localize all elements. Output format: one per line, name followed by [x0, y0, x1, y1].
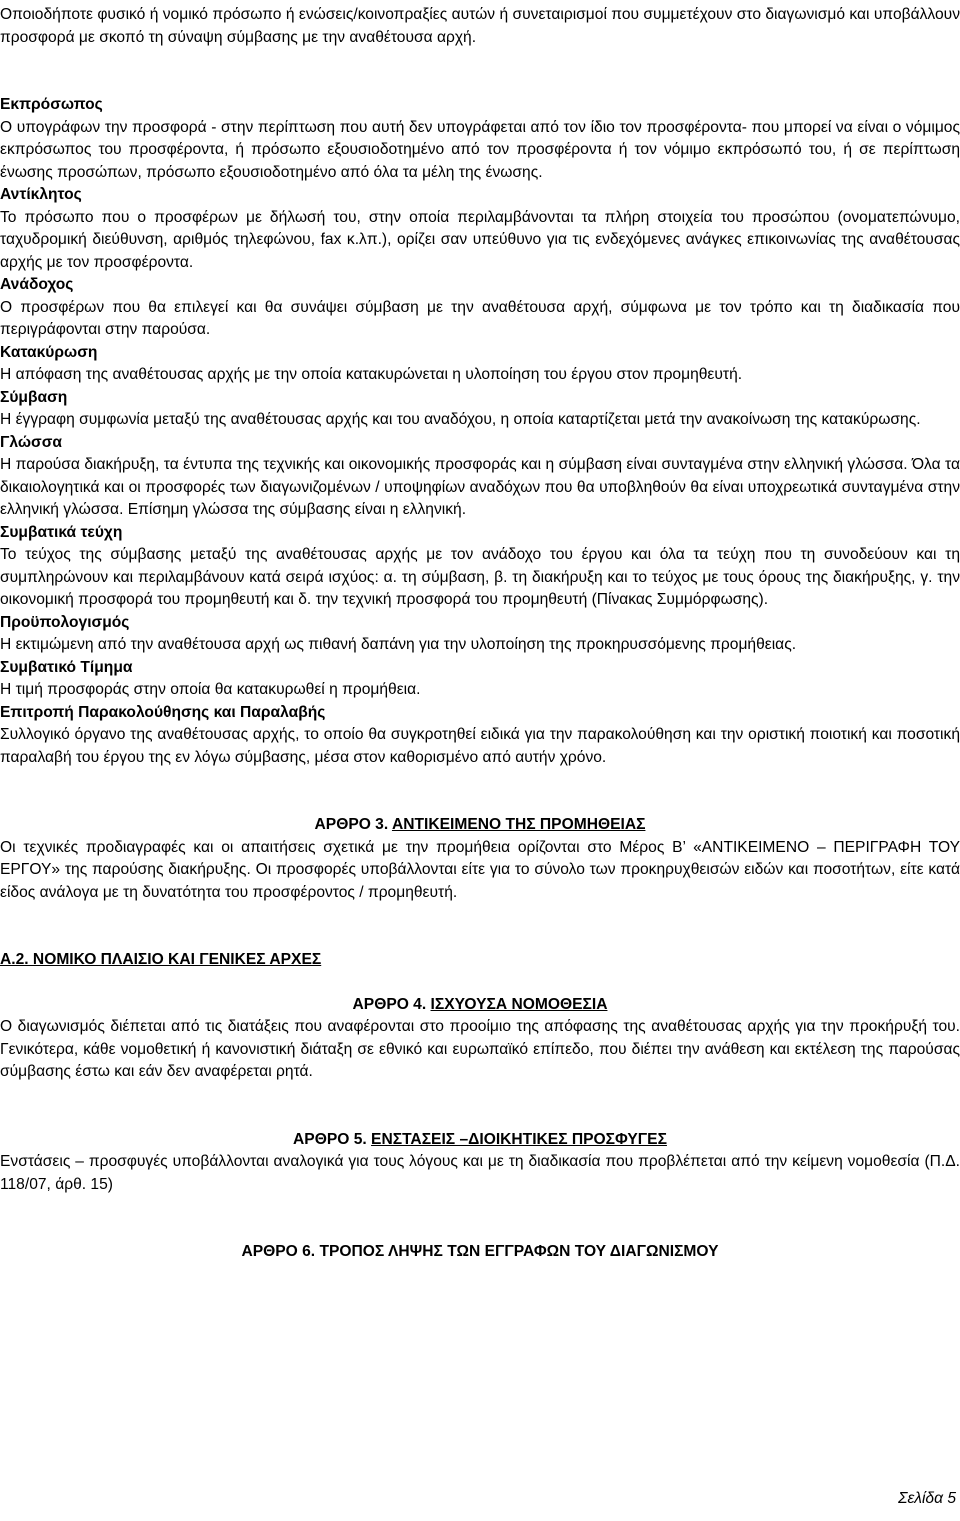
page-number: Σελίδα 5 [898, 1490, 956, 1507]
definition-text: Ο προσφέρων που θα επιλεγεί και θα συνάψει σύμβαση με την αναθέτουσα αρχή, σύμφωνα με τον τρόπο και τη διαδικασία που περιγράφονται στην παρούσα. [0, 298, 960, 338]
definition-list [0, 94, 960, 769]
definition-term: Εκπρόσωπος [0, 96, 103, 113]
definition-text: Το πρόσωπο που ο προσφέρων με δήλωσή του, στην οποία περιλαμβάνονται τα πλήρη στοιχεία του προσώπου (ονοματεπώνυμο, ταχυδρομική διεύθυνση, αριθμός τηλεφώνου, fax κ.λπ.), ορίζει σαν υπεύθυνο για τις ενδεχόμενες ανάγκες επικοινωνίας της αναθέτουσας αρχής με τον προσφέροντα. [0, 208, 960, 271]
definition-term: Συμβατικά τεύχη [0, 523, 123, 541]
article-5-text: Ενστάσεις – προσφυγές υποβάλλονται αναλογικά για τους λόγους και με τη διαδικασία που προβλέπεται από την κείμενη νομοθεσία (Π.Δ. 118/07, άρθ. 15) [0, 1153, 960, 1193]
article-4-heading: ΑΡΘΡΟ 4. ΙΣΧΥΟΥΣΑ ΝΟΜΟΘΕΣΙΑ [352, 995, 608, 1013]
article-5-heading: ΑΡΘΡΟ 5. ΕΝΣΤΑΣΕΙΣ –ΔΙΟΙΚΗΤΙΚΕΣ ΠΡΟΣΦΥΓΕΣ [293, 1130, 667, 1148]
article-3-heading: ΑΡΘΡΟ 3. ΑΝΤΙΚΕΙΜΕΝΟ ΤΗΣ ΠΡΟΜΗΘΕΙΑΣ [314, 816, 646, 833]
definition-term: Ανάδοχος [0, 276, 74, 293]
definition-text: Η έγγραφη συμφωνία μεταξύ της αναθέτουσας αρχής και του αναδόχου, η οποία καταρτίζεται μετά την ανακοίνωση της κατακύρωσης. [0, 411, 921, 428]
definition-text: Η εκτιμώμενη από την αναθέτουσα αρχή ως πιθανή δαπάνη για την υλοποίηση της προκηρυσσόμενης προμήθειας. [0, 636, 797, 653]
definition-term: Επιτροπή Παρακολούθησης και Παραλαβής [0, 703, 326, 721]
definition-text: Ο υπογράφων την προσφορά - στην περίπτωση που αυτή δεν υπογράφεται από τον ίδιο τον προσφέροντα- που μπορεί να είναι ο νόμιμος εκπρόσωπος του προσφέροντα, ή πρόσωπο εξουσιοδοτημένο από τον προσφέροντα ή τον νόμιμο εκπρόσωπό του, ή σε περίπτωση ένωσης προσώπων, πρόσωπο εξουσιοδοτημένο από όλα τα μέλη της ένωσης. [0, 118, 960, 181]
definition-term: Σύμβαση [0, 388, 68, 406]
article-3-text: Οι τεχνικές προδιαγραφές και οι απαιτήσεις σχετικά με την προμήθεια ορίζονται στο Μέρος Β’ «ΑΝΤΙΚΕΙΜΕΝΟ – ΠΕΡΙΓΡΑΦΗ ΤΟΥ ΕΡΓΟΥ» της παρούσης διακήρυξης. Οι προσφορές υποβάλλονται είτε για το σύνολο των προκηρυχθεισών ειδών και ποσοτήτων, είτε κατά είδος ανάλογα με τη δυνατότητα του προσφέροντος / προμηθευτή. [0, 838, 960, 901]
definition-term: Αντίκλητος [0, 186, 82, 203]
definition-text: Συλλογικό όργανο της αναθέτουσας αρχής, το οποίο θα συγκροτηθεί ειδικά για την παρακολούθηση και την οριστική ποιοτική και ποσοτική παραλαβή του έργου της εν λόγω σύμβασης, μέσα στον καθορισμένο από αυτήν χρόνο. [0, 726, 960, 766]
definition-term: Γλώσσα [0, 433, 62, 451]
definition-term: Προϋπολογισμός [0, 613, 130, 631]
document-page [0, 4, 960, 1264]
section-a2-heading: Α.2. ΝΟΜΙΚΟ ΠΛΑΙΣΙΟ ΚΑΙ ΓΕΝΙΚΕΣ ΑΡΧΕΣ [0, 951, 322, 968]
definition-term: Συμβατικό Τίμημα [0, 658, 133, 676]
definition-term: Κατακύρωση [0, 343, 98, 361]
definition-text: Η παρούσα διακήρυξη, τα έντυπα της τεχνικής και οικονομικής προσφοράς και η σύμβαση είναι συνταγμένα στην ελληνική γλώσσα. Όλα τα δικαιολογητικά και οι προσφορές των διαγωνιζομένων / υποψηφίων αναδόχων που θα υποβληθούν θα είναι υποχρεωτικά συνταγμένα στην ελληνική γλώσσα. Επίσημη γλώσσα της σύμβασης είναι η ελληνική. [0, 456, 960, 518]
intro-paragraph: Οποιοδήποτε φυσικό ή νομικό πρόσωπο ή ενώσεις/κοινοπραξίες αυτών ή συνεταιρισμοί που συμμετέχουν στο διαγωνισμό και υποβάλλουν προσφορά με σκοπό τη σύναψη σύμβασης με την αναθέτουσα αρχή. [0, 6, 960, 46]
article-6-heading: ΑΡΘΡΟ 6. ΤΡΟΠΟΣ ΛΗΨΗΣ ΤΩΝ ΕΓΓΡΑΦΩΝ ΤΟΥ ΔΙΑΓΩΝΙΣΜΟΥ [241, 1243, 719, 1260]
definition-text: Η τιμή προσφοράς στην οποία θα κατακυρωθεί η προμήθεια. [0, 681, 421, 698]
definition-text: Η απόφαση της αναθέτουσας αρχής με την οποία κατακυρώνεται η υλοποίηση του έργου στον προμηθευτή. [0, 366, 743, 383]
article-4-text: Ο διαγωνισμός διέπεται από τις διατάξεις που αναφέρονται στο προοίμιο της απόφασης της αναθέτουσας αρχής για την προκήρυξή του. Γενικότερα, κάθε νομοθετική ή κανονιστική διάταξη σε εθνικό και ευρωπαϊκό επίπεδο, που διέπει την ανάθεση και εκτέλεση της παρούσας σύμβασης έστω και εάν δεν αναφέρεται ρητά. [0, 1018, 960, 1080]
definition-text: Το τεύχος της σύμβασης μεταξύ της αναθέτουσας αρχής με τον ανάδοχο του έργου και όλα τα τεύχη που τη συνοδεύουν και τη συμπληρώνουν και περιλαμβάνουν κατά σειρά ισχύος: α. τη σύμβαση, β. τη διακήρυξη και το τεύχος με τους όρους της διακήρυξης, γ. την οικονομική προσφορά του προμηθευτή και δ. την τεχνική προσφορά του προμηθευτή (Πίνακας Συμμόρφωσης). [0, 546, 960, 608]
